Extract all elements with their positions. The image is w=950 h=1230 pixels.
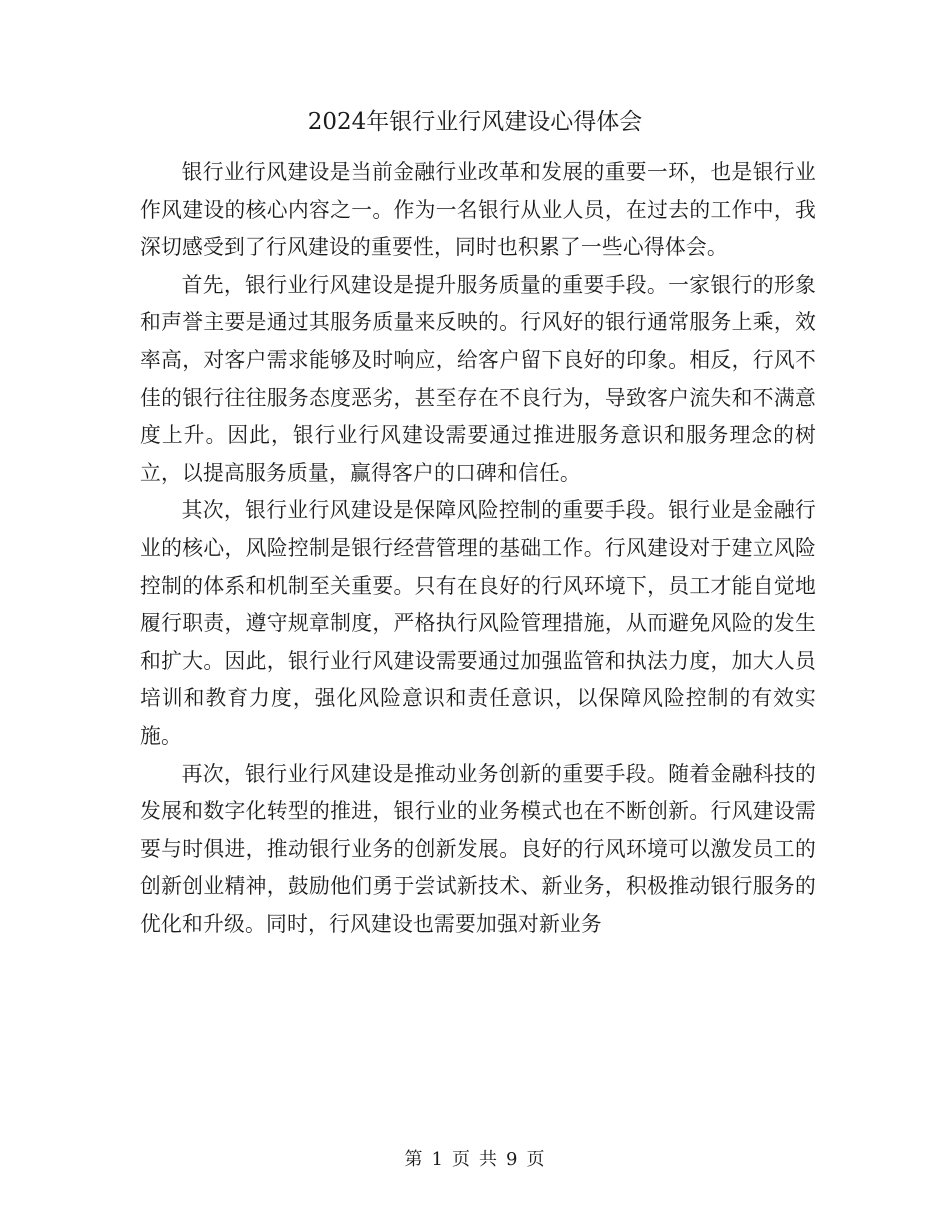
paragraph-service-quality: 首先，银行业行风建设是提升服务质量的重要手段。一家银行的形象和声誉主要是通过其服务质量来反映的。行风好的银行通常服务上乘，效率高，对客户需求能够及时响应，给客户留下良好的印象。相反，行风不佳的银行往往服务态度恶劣，甚至存在不良行为，导致客户流失和不满意度上升。因此，银行业行风建设需要通过推进服务意识和服务理念的树立，以提高服务质量，赢得客户的口碑和信任。 [140,272,816,485]
page-total-prefix: 共 [479,1149,498,1170]
paragraph-innovation: 再次，银行业行风建设是推动业务创新的重要手段。随着金融科技的发展和数字化转型的推进，银行业的业务模式也在不断创新。行风建设需要与时俱进，推动银行业务的创新发展。良好的行风环境可以激发员工的创新创业精神，鼓励他们勇于尝试新技术、新业务，积极推动银行服务的优化和升级。同时，行风建设也需要加强对新业务 [140,761,816,936]
paragraph-intro: 银行业行风建设是当前金融行业改革和发展的重要一环，也是银行业作风建设的核心内容之一。作为一名银行从业人员，在过去的工作中，我深切感受到了行风建设的重要性，同时也积累了一些心得体会。 [140,160,816,260]
page-prefix: 第 [404,1149,424,1170]
paragraph-risk-control: 其次，银行业行风建设是保障风险控制的重要手段。银行业是金融行业的核心，风险控制是银行经营管理的基础工作。行风建设对于建立风险控制的体系和机制至关重要。只有在良好的行风环境下，员工才能自觉地履行职责，遵守规章制度，严格执行风险管理措施，从而避免风险的发生和扩大。因此，银行业行风建设需要通过加强监管和执法力度，加大人员培训和教育力度，强化风险意识和责任意识，以保障风险控制的有效实施。 [140,498,816,748]
page-current: 1 [431,1149,444,1170]
document-title: 2024年银行业行风建设心得体会 [307,109,643,135]
page-suffix: 页 [526,1149,546,1170]
page-number-footer [0,1146,950,1174]
page-mid: 页 [452,1149,471,1170]
document-body [140,154,816,943]
page-total: 9 [506,1149,519,1170]
